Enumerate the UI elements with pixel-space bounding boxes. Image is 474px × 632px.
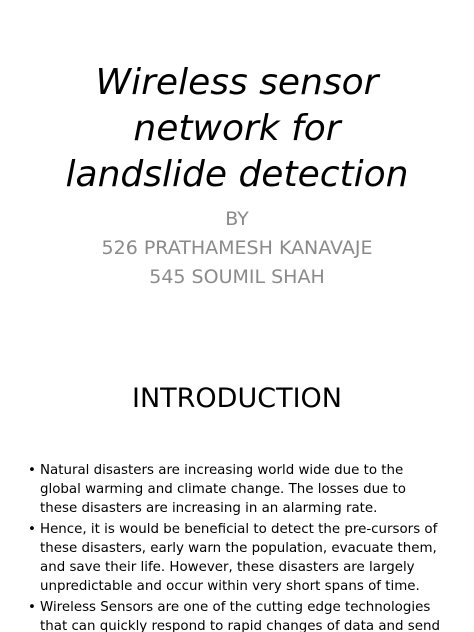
by-label: BY: [225, 208, 249, 230]
title-line: network for: [133, 108, 341, 149]
authors-block: [0, 205, 474, 292]
bullet-icon: •: [28, 463, 36, 478]
slide-heading: INTRODUCTION: [132, 383, 342, 414]
author-line: 545 SOUMIL SHAH: [149, 266, 325, 288]
introduction-slide: [0, 340, 474, 632]
bullet-item: [26, 461, 446, 518]
author-line: 526 PRATHAMESH KANAVAJE: [101, 237, 373, 259]
bullet-icon: •: [28, 600, 36, 615]
title-line: Wireless sensor: [95, 62, 379, 103]
bullet-text: Wireless Sensors are one of the cutting edge technologies that can quickly respond to rapid changes of data and send: [40, 600, 440, 632]
bullet-icon: •: [28, 522, 36, 537]
bullet-text: Natural disasters are increasing world wide due to the global warming and climate change. The losses due to these disasters are increasing in an alarming rate.: [40, 463, 406, 516]
bullet-text: Hence, it is would be beneficial to detect the pre-cursors of these disasters, early warn the population, evacuate them, and save their life. However, these disasters are largely unpredictable and occur within very short spans of time.: [40, 522, 438, 594]
bullet-item: [26, 520, 446, 596]
presentation-title: [0, 60, 474, 198]
bullet-list: [26, 461, 446, 632]
title-line: landslide detection: [65, 154, 409, 195]
bullet-item: [26, 598, 446, 632]
